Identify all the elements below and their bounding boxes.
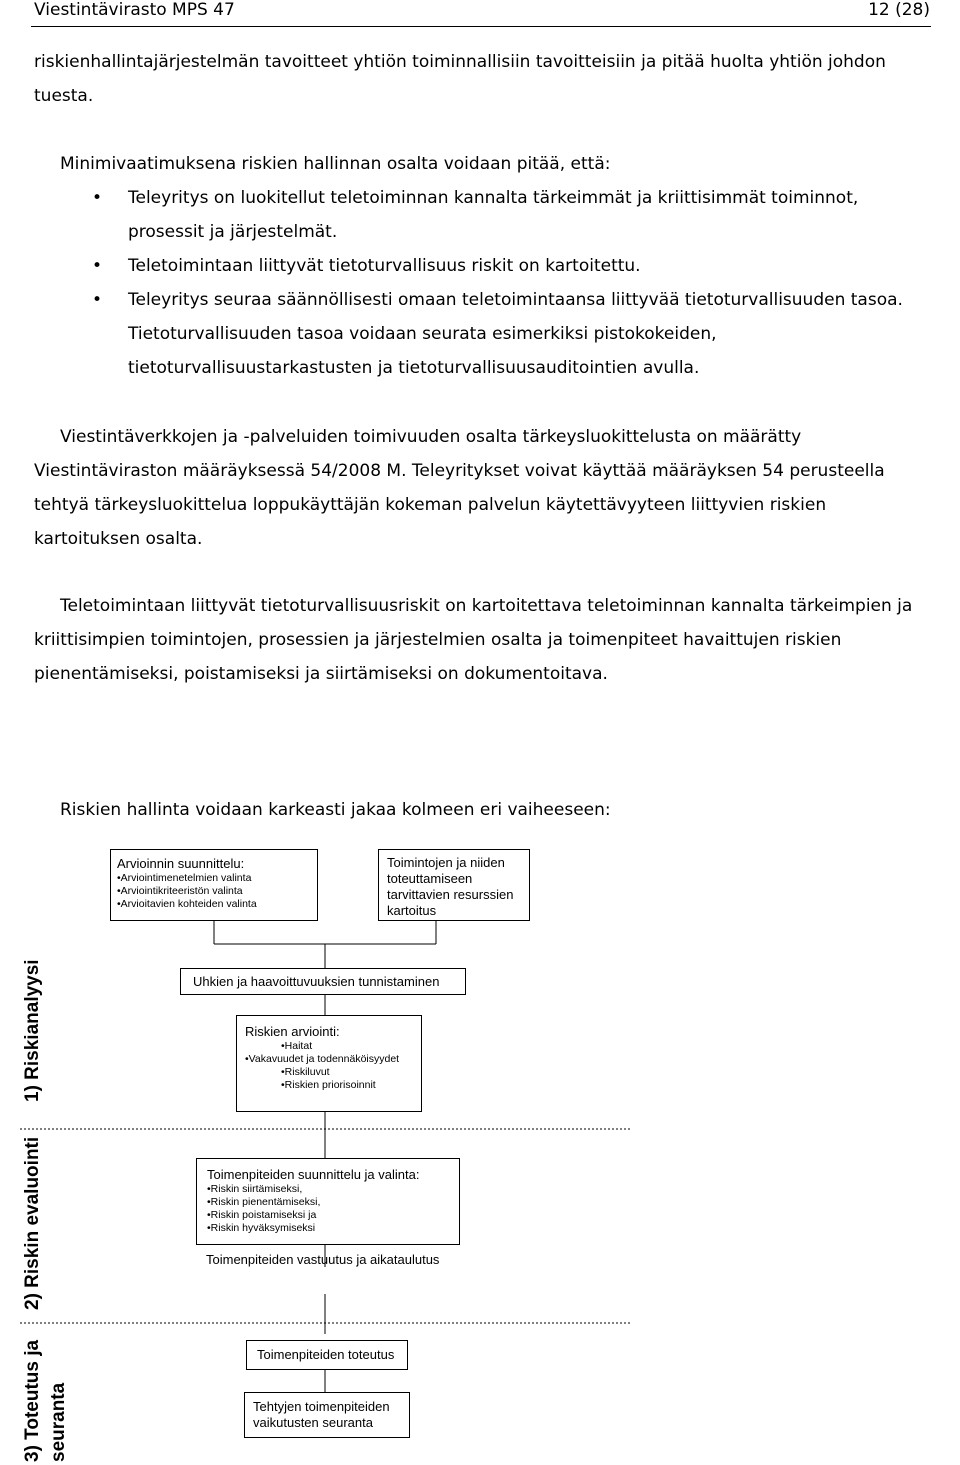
measure-planning-item: •Riskin poistamiseksi ja xyxy=(207,1209,317,1221)
diagram-connectors xyxy=(0,840,960,1465)
phase-label-implementation: 3) Toteutus ja xyxy=(22,1339,43,1462)
resource-mapping-line: tarvittavien resurssien xyxy=(387,887,514,902)
risk-management-diagram xyxy=(0,840,960,1465)
resource-mapping-line: Toimintojen ja niiden xyxy=(387,855,505,870)
requirements-list xyxy=(34,181,934,385)
resource-mapping-box xyxy=(378,849,530,921)
assessment-planning-item: •Arviointikriteeristön valinta xyxy=(117,885,243,897)
list-item: • Teletoimintaan liittyvät tietoturvallisuus riskit on kartoitettu. xyxy=(34,249,934,283)
follow-up-line: Tehtyjen toimenpiteiden xyxy=(253,1399,390,1414)
responsibility-scheduling-box xyxy=(196,1248,476,1272)
assessment-planning-box xyxy=(110,849,318,921)
risk-assessment-title: Riskien arviointi: xyxy=(245,1024,340,1039)
header-rule xyxy=(31,26,931,27)
responsibility-scheduling-title: Toimenpiteiden vastuutus ja aikataulutus xyxy=(206,1252,440,1267)
paragraph-classification: Viestintäverkkojen ja -palveluiden toimivuuden osalta tärkeysluokittelusta on määrätty Viestintäviraston määräyksessä 54/2008 M. Teleyritykset voivat käyttää määräyksen 54 perusteella tehtyä tärkeysluokittelua loppukäyttäjän kokeman palvelun käytettävyyteen liittyvien riskien kartoituksen osalta. xyxy=(34,427,885,549)
follow-up-line: vaikutusten seuranta xyxy=(253,1415,373,1430)
measure-planning-box xyxy=(196,1158,460,1245)
list-item: • Teleyritys seuraa säännöllisesti omaan teletoimintaansa liittyvää tietoturvallisuuden tasoa. Tietoturvallisuuden tasoa voidaan seurata esimerkiksi pistokokeiden, tietoturvallisuustarkastusten ja tietoturvallisuusauditointien avulla. xyxy=(34,283,934,385)
measure-planning-item: •Riskin hyväksymiseksi xyxy=(207,1222,316,1234)
measure-planning-item: •Riskin pienentämiseksi, xyxy=(207,1196,321,1208)
implementation-title: Toimenpiteiden toteutus xyxy=(257,1347,395,1362)
list-item: • Teleyritys on luokitellut teletoiminnan kannalta tärkeimmät ja kriittisimmät toiminnot, prosessit ja järjestelmät. xyxy=(34,181,934,249)
paragraph-continuation: riskienhallintajärjestelmän tavoitteet yhtiön toiminnallisiin tavoitteisiin ja pitää huolta yhtiön johdon tuesta. xyxy=(34,52,886,106)
implementation-box xyxy=(246,1340,408,1370)
resource-mapping-line: kartoitus xyxy=(387,903,437,918)
phase-label-risk-analysis: 1) Riskianalyysi xyxy=(22,959,43,1102)
threat-identification-box xyxy=(180,968,466,995)
phase-label-follow-up: seuranta xyxy=(48,1382,69,1462)
risk-assessment-item: •Haitat xyxy=(281,1040,313,1052)
page-header-left: Viestintävirasto MPS 47 xyxy=(34,0,235,20)
assessment-planning-title: Arvioinnin suunnittelu: xyxy=(117,856,245,871)
phase-label-risk-evaluation: 2) Riskin evaluointi xyxy=(22,1136,43,1310)
paragraph-minimum-requirements: Minimivaatimuksena riskien hallinnan osalta voidaan pitää, että: xyxy=(60,154,611,174)
page-number: 12 (28) xyxy=(868,0,930,20)
risk-assessment-item: •Vakavuudet ja todennäköisyydet xyxy=(245,1053,400,1065)
measure-planning-item: •Riskin siirtämiseksi, xyxy=(207,1183,303,1195)
assessment-planning-item: •Arvioitavien kohteiden valinta xyxy=(117,898,257,910)
resource-mapping-line: toteuttamiseen xyxy=(387,871,473,886)
risk-assessment-box xyxy=(236,1015,422,1112)
follow-up-box xyxy=(244,1392,410,1438)
risk-assessment-item: •Riskiluvut xyxy=(281,1066,330,1078)
threat-identification-title: Uhkien ja haavoittuvuuksien tunnistaminen xyxy=(193,974,440,989)
paragraph-phases-intro: Riskien hallinta voidaan karkeasti jakaa kolmeen eri vaiheeseen: xyxy=(60,800,611,820)
risk-assessment-item: •Riskien priorisoinnit xyxy=(281,1079,376,1091)
assessment-planning-item: •Arviointimenetelmien valinta xyxy=(117,872,252,884)
measure-planning-title: Toimenpiteiden suunnittelu ja valinta: xyxy=(207,1167,420,1182)
paragraph-risk-mapping: Teletoimintaan liittyvät tietoturvallisuusriskit on kartoitettava teletoiminnan kannalta tärkeimpien ja kriittisimpien toimintojen, prosessien ja järjestelmien osalta ja toimenpiteet havaittujen riskien pienentämiseksi, poistamiseksi ja siirtämiseksi on dokumentoitava. xyxy=(34,596,913,684)
